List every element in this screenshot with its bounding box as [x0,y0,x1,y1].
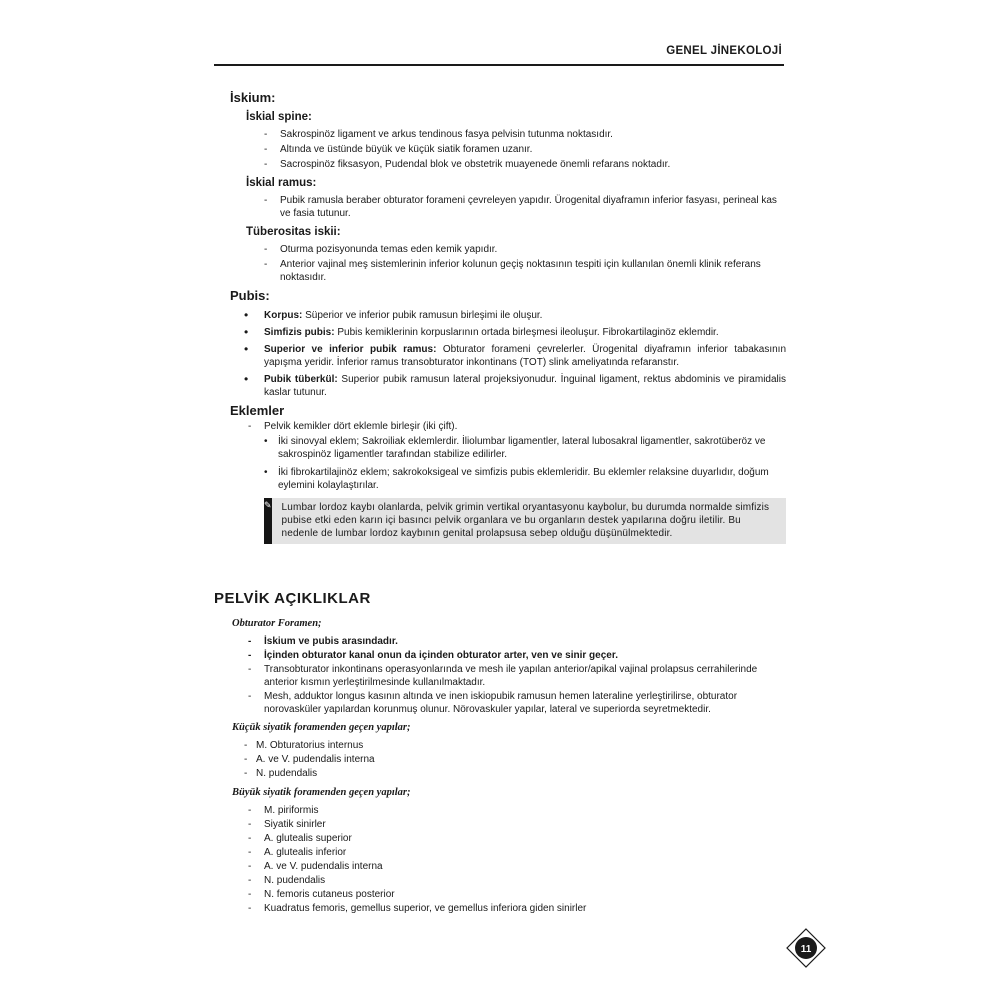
definition: Süperior ve inferior pubik ramusun birleşimi ile oluşur. [302,310,543,321]
obturator-list [248,635,786,716]
list-item: - İskium ve pubis arasındadır. [248,635,786,648]
list-item: - Pubik ramusla beraber obturator foramenі çevreleyen yapıdır. Ürogenital diyaframın inferior fasyası, perineal kas ve fasia tutunur. [264,194,786,220]
note-box [264,498,786,544]
list-item: - Oturma pozisyonunda temas eden kemik yapıdır. [264,243,786,256]
section-title: PELVİK AÇIKLIKLAR [214,590,371,607]
spine-list [264,128,786,171]
list-item: - Kuadratus femoris, gemellus superior, ve gemellus inferiora giden sinirler [248,902,786,915]
list-item: - Siyatik sinirler [248,818,786,831]
header-title: GENEL JİNEKOLOJİ [666,45,782,57]
large-foramen-title: Büyük siyatik foramenden geçen yapılar; [232,787,411,798]
list-item: - A. ve V. pudendalis interna [244,753,786,766]
list-item: - N. pudendalis [248,874,786,887]
list-item: - Mesh, adduktor longus kasının altında ve inen iskiopubik ramusun hemen lateraline yerleştirilirse, obturator norovasküler yapılardan korunmuş olunur. Nörovaskuler yapılar, lateral ve superiorda seyretmektedir. [248,690,786,716]
list-item: • İki sinovyal eklem; Sakroiliak eklemlerdir. İliolumbar ligamentler, lateral lubosakral ligamentler, sakrotüberöz ve sakrospinöz ligamentler tarafından stabilize edilirler. [264,435,786,461]
list-item [238,343,786,369]
definition: Obturator foramenі çevrelerler. Ürogenital diyaframın inferior tabakasının yapışma yeridir. İnferior ramus transobturator inkontinans (TOT) slink ameliyatında refaranstır. [264,344,787,368]
list-item: - M. piriformis [248,804,786,817]
definition: Superior pubik ramusun lateral projeksiyonudur. İnguinal ligament, rektus abdominis ve piramidalis kaslar tutunur. [264,374,786,398]
list-item: - A. glutealis superior [248,832,786,845]
eklemler-sub-list [264,435,786,492]
term: Pubik tüberkül: [264,374,338,385]
ramus-list [264,194,786,220]
list-item: - Sacrospinöz fiksasyon, Pudendal blok ve obstetrik muayenede önemli refarans noktadır. [264,158,786,171]
spine-title: İskial spine: [246,111,312,123]
tuberosity-list [264,243,786,284]
eklemler-title: Eklemler [230,403,285,418]
list-item [238,373,786,399]
iskium-title: İskium: [230,90,276,105]
small-foramen-title: Küçük siyatik foramenden geçen yapılar; [232,722,411,733]
tuberosity-title: Tüberositas iskii: [246,226,341,238]
large-foramen-list [248,804,786,915]
list-item: - Transobturator inkontinans operasyonlarında ve mesh ile yapılan anterior/apikal vajinal prolapsus cerrahilerinde anterior kısmın yerleştirilmesinde kullanılmaktadır. [248,663,786,689]
list-item [248,420,786,492]
term: Korpus: [264,310,303,321]
list-item: - Anterior vajinal meş sistemlerinin inferior kolunun geçiş noktasının tespiti için kullanılan önemli klinik referans noktasıdır. [264,258,786,284]
list-item: - M. Obturatorius internus [244,739,786,752]
page-number: 11 [800,944,812,955]
obturator-title: Obturator Foramen; [232,618,322,629]
main-content [230,90,786,544]
eklemler-intro: Pelvik kemikler dört eklemle birleşir (iki çift). [264,421,458,432]
list-item: - N. femoris cutaneus posterior [248,888,786,901]
list-item: - A. ve V. pudendalis interna [248,860,786,873]
list-item: - İçinden obturator kanal onun da içinden obturator arter, ven ve sinir geçer. [248,649,786,662]
list-item: • İki fibrokartilajinöz eklem; sakrokoksigeal ve simfizis pubis eklemleridir. Bu eklemler relaksine duyarlıdır, doğum eylemini kolaylaştırılar. [264,466,786,492]
eklemler-list [248,420,786,492]
list-item [238,326,786,339]
term: Simfizis pubis: [264,327,335,338]
note-text: Lumbar lordoz kaybı olanlarda, pelvik grimin vertikal oryantasyonu kaybolur, bu durumda normalde simfizis pubise etki eden karın içi basıncı pelvik organlara ve bu organların destek yapılarına doğru iletilir. Bu nedenle de lumbar lordoz kaybının genital prolapsusa sebep olduğu düşünülmektedir. [281,502,770,539]
pencil-note-icon: ✎ [264,498,272,544]
page-header [214,40,784,66]
list-item: - Sakrospinöz ligament ve arkus tendinous fasya pelvisin tutunma noktasıdır. [264,128,786,141]
pelvik-content [232,618,786,921]
list-item: - Altında ve üstünde büyük ve küçük siatik foramen uzanır. [264,143,786,156]
list-item: - A. glutealis inferior [248,846,786,859]
ramus-title: İskial ramus: [246,177,317,189]
definition: Pubis kemiklerinin korpuslarının ortada birleşmesi ileoluşur. Fibrokartilaginöz eklemdir. [334,327,719,338]
page-number-badge [786,928,826,968]
pubis-title: Pubis: [230,288,270,303]
list-item [238,309,786,322]
pubis-list [238,309,786,399]
term: Superior ve inferior pubik ramus: [264,344,437,355]
small-foramen-list [244,739,786,780]
list-item: - N. pudendalis [244,767,786,780]
